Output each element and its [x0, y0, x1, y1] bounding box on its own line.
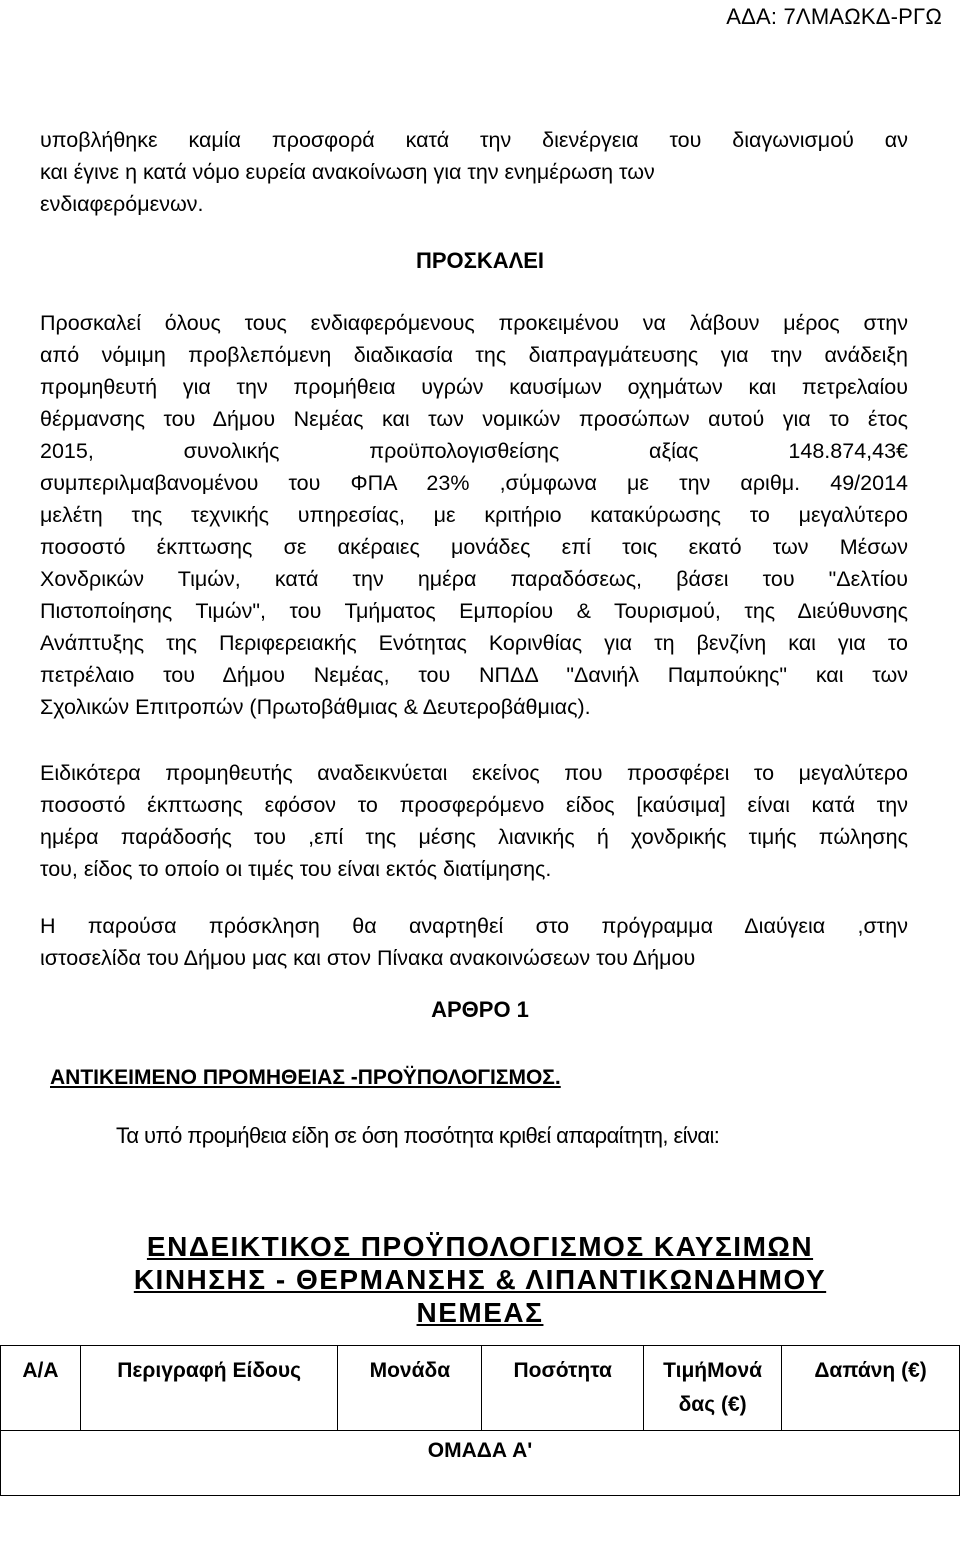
text-line: μελέτη της τεχνικής υπηρεσίας, με κριτήριο κατακύρωσης το μεγαλύτερο — [40, 503, 908, 527]
col-header-description: Περιγραφή Είδους — [80, 1346, 338, 1431]
budget-title — [20, 1230, 940, 1329]
text-line: Η παρούσα πρόσκληση θα αναρτηθεί στο πρόγραμμα Διαύγεια ,στην — [40, 914, 908, 938]
text-line: ιστοσελίδα του Δήμου μας και στον Πίνακα ανακοινώσεων του Δήμου — [40, 946, 696, 970]
paragraph-intro — [40, 124, 908, 220]
table-header-row — [1, 1346, 960, 1431]
text-line: Σχολικών Επιτροπών (Πρωτοβάθμιας & Δευτεροβάθμιας). — [40, 695, 591, 719]
text-line: Προσκαλεί όλους τους ενδιαφερόμενους προκειμένου να λάβουν μέρος στην — [40, 311, 908, 335]
text-line: συμπεριλμαβανομένου του ΦΠΑ 23% ,σύμφωνα με την αριθμ. 49/2014 — [40, 471, 908, 495]
budget-title-line: ΝΕΜΕΑΣ — [416, 1297, 544, 1328]
heading-invites: ΠΡΟΣΚΑΛΕΙ — [415, 248, 545, 273]
paragraph-publication — [40, 910, 908, 974]
budget-title-line: ΕΝΔΕΙΚΤΙΚΟΣ ΠΡΟΫΠΟΛΟΓΙΣΜΟΣ ΚΑΥΣΙΜΩΝ — [146, 1231, 814, 1262]
text-line: ποσοστό έκπτωσης εφόσον το προσφερόμενο είδος [καύσιμα] είναι κατά την — [40, 793, 908, 817]
text-line: Χονδρικών Τιμών, κατά την ημέρα παραδόσεως, βάσει του "Δελτίου — [40, 567, 908, 591]
text-line: του, είδος το οποίο οι τιμές του είναι εκτός διατίμησης. — [40, 857, 552, 881]
article-heading: ΑΡΘΡΟ 1 — [431, 997, 529, 1022]
text-line: υποβλήθηκε καμία προσφορά κατά την διενέργεια του διαγωνισμού αν — [40, 128, 908, 152]
text-line: ποσοστό έκπτωσης σε ακέραιες μονάδες επί τοις εκατό των Μέσων — [40, 535, 908, 559]
paragraph-specifics — [40, 757, 908, 885]
col-header-unit: Μονάδα — [338, 1346, 482, 1431]
text-line: Ανάπτυξης της Περιφερειακής Ενότητας Κορινθίας για τη βενζίνη και για το — [40, 631, 908, 655]
items-intro: Τα υπό προμήθεια είδη σε όση ποσότητα κριθεί απαραίτητη, είναι: — [116, 1123, 720, 1148]
budget-title-line: ΚΙΝΗΣΗΣ - ΘΕΡΜΑΝΣΗΣ & ΛΙΠΑΝΤΙΚΩΝΔΗΜΟΥ — [133, 1264, 827, 1295]
group-label: ΟΜΑΔΑ Α' — [1, 1431, 960, 1496]
col-header-unit-price: ΤιμήΜονά δας (€) — [644, 1346, 782, 1431]
text-line: 2015, συνολικής προϋπολογισθείσης αξίας 148.874,43€ — [40, 439, 908, 463]
subject-heading: ΑΝΤΙΚΕΙΜΕΝΟ ΠΡΟΜΗΘΕΙΑΣ -ΠΡΟΫΠΟΛΟΓΙΣΜΟΣ. — [50, 1066, 561, 1089]
text-line: ενδιαφερόμενων. — [40, 192, 204, 216]
text-line: Πιστοποίησης Τιμών", του Τμήματος Εμπορίου & Τουρισμού, της Διεύθυνσης — [40, 599, 908, 623]
text-line: ημέρα παράδοσής του ,επί της μέσης λιανικής ή χονδρικής τιμής πώλησης — [40, 825, 908, 849]
text-line: πετρέλαιο του Δήμου Νεμέας, του ΝΠΔΔ "Δανιήλ Παμπούκης" και των — [40, 663, 908, 687]
ada-code: ΑΔΑ: 7ΛΜΑΩΚΔ-ΡΓΩ — [726, 4, 942, 29]
paragraph-invitation — [40, 307, 908, 723]
col-header-aa: Α/Α — [1, 1346, 81, 1431]
text-line: θέρμανσης του Δήμου Νεμέας και των νομικών προσώπων αυτού για το έτος — [40, 407, 908, 431]
table-group-row — [1, 1431, 960, 1496]
text-line: και έγινε η κατά νόμο ευρεία ανακοίνωση για την ενημέρωση των — [40, 160, 655, 184]
budget-table — [0, 1345, 960, 1496]
text-line: από νόμιμη προβλεπόμενη διαδικασία της διαπραγμάτευσης για την ανάδειξη — [40, 343, 908, 367]
col-header-quantity: Ποσότητα — [482, 1346, 644, 1431]
text-line: προμηθευτή για την προμήθεια υγρών καυσίμων οχημάτων και πετρελαίου — [40, 375, 908, 399]
text-line: Ειδικότερα προμηθευτής αναδεικνύεται εκείνος που προσφέρει το μεγαλύτερο — [40, 761, 908, 785]
col-header-cost: Δαπάνη (€) — [782, 1346, 960, 1431]
